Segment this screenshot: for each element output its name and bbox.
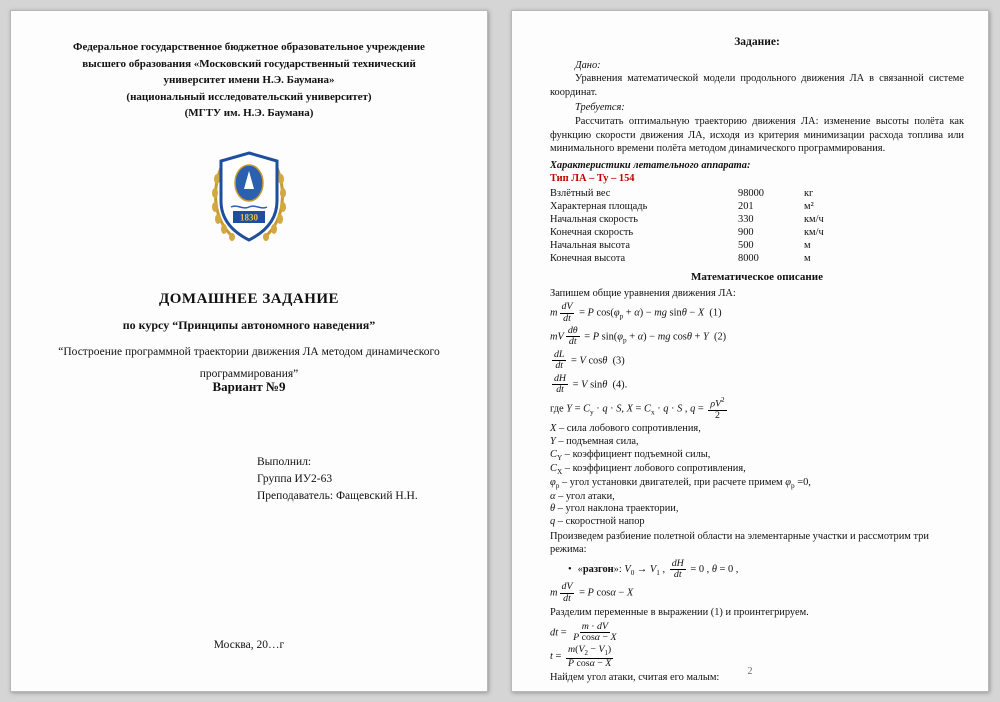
performer-label: Выполнил: bbox=[257, 456, 312, 468]
year-banner bbox=[233, 211, 265, 223]
definition-line: Y – подъемная сила, bbox=[550, 435, 639, 447]
spec-value: 8000 bbox=[738, 252, 759, 264]
where-line: где $Y = C_y \cdot q \cdot S$, $X = C_x \cdot q \cdot S$ , q = $\frac{\rho V^2}{2}$ bbox=[550, 397, 725, 421]
variant-label: Вариант №9 bbox=[212, 379, 286, 394]
bullet-icon: • bbox=[568, 563, 572, 575]
shield-icon bbox=[221, 153, 277, 240]
given-text: Уравнения математической модели продольного движения ЛА в связанной системе координат. bbox=[550, 73, 964, 98]
performer-block bbox=[257, 454, 418, 505]
performer-teacher: Преподаватель: Фащевский Н.Н. bbox=[257, 490, 418, 502]
page-number: 2 bbox=[747, 666, 753, 677]
spec-name: Характерная площадь bbox=[550, 200, 648, 212]
characteristics-label: Характеристики летательного аппарата: bbox=[550, 159, 751, 171]
header-line: (национальный исследовательский университет) bbox=[126, 90, 372, 103]
definition-line: θ – угол наклона траектории, bbox=[550, 503, 679, 515]
page-2-content bbox=[512, 11, 988, 684]
spec-unit: км/ч bbox=[804, 226, 824, 238]
spec-unit: км/ч bbox=[804, 213, 824, 225]
definitions-list bbox=[550, 423, 964, 528]
spec-name: Конечная скорость bbox=[550, 226, 634, 238]
page-1 bbox=[10, 10, 488, 692]
equation-1: m $\frac{dV}{dt}$ = P $\cos(\varphi_р + \alpha)$ − mg sinθ − X (1) bbox=[550, 301, 722, 324]
spec-name: Начальная высота bbox=[550, 239, 630, 251]
spec-name: Взлётный вес bbox=[550, 187, 611, 199]
spec-unit: м bbox=[804, 239, 811, 251]
homework-title: ДОМАШНЕЕ ЗАДАНИЕ bbox=[158, 291, 340, 307]
spec-unit: м bbox=[804, 252, 811, 264]
spec-value: 500 bbox=[738, 239, 754, 251]
separate-variables-text: Разделим переменные в выражении (1) и проинтегрируем. bbox=[550, 607, 809, 619]
spec-value: 201 bbox=[738, 200, 754, 212]
header-line: высшего образования «Московский государственный технический bbox=[82, 57, 416, 70]
task-title: Задание: bbox=[734, 36, 780, 48]
table-row bbox=[550, 213, 964, 226]
table-row bbox=[550, 226, 964, 239]
given-label: Дано: bbox=[575, 59, 601, 71]
equation-2: mV $\frac{d\theta}{dt}$ = P $\sin(\varphi_р + \alpha)$ − mg cosθ + Y (2) bbox=[550, 325, 727, 348]
header-line: (МГТУ им. Н.Э. Баумана) bbox=[184, 107, 314, 119]
university-emblem bbox=[11, 149, 487, 245]
definition-line: q – скоростной напор bbox=[550, 515, 645, 527]
equation-3: $\frac{dL}{dt}$ = V cosθ (3) bbox=[554, 348, 625, 372]
definition-line: $\varphi_р$ – угол установки двигателей, при расчете примем $\varphi_р =0$, bbox=[550, 476, 811, 490]
course-line: по курсу “Принципы автономного наведения” bbox=[122, 318, 376, 332]
header-line: Федеральное государственное бюджетное образовательное учреждение bbox=[73, 41, 425, 53]
definition-line: X – сила лобового сопротивления, bbox=[550, 423, 701, 435]
definition-line: $C_X$ – коэффициент лобового сопротивления, bbox=[550, 462, 746, 476]
table-row bbox=[550, 187, 964, 200]
specs-table bbox=[550, 187, 964, 265]
page-2 bbox=[511, 10, 989, 692]
bullet-text: «разгон»: $V_0 \to V_1$ , $\frac{dH}{dt}$ = 0 , θ = 0 , bbox=[577, 557, 739, 580]
table-row bbox=[550, 252, 964, 265]
table-row bbox=[550, 200, 964, 213]
spec-name: Конечная высота bbox=[550, 252, 626, 264]
required-text: Рассчитать оптимальную траекторию движения ЛА: изменение высоты полёта как функцию скорости движения ЛА, исходя из критерия минимизации расхода топлива или минимального времени полёта методом динамического программирования. bbox=[550, 116, 964, 155]
university-header bbox=[21, 39, 477, 122]
topic-line: “Построение программной траектории движения ЛА методом динамического bbox=[58, 346, 440, 358]
equation-4: $\frac{dH}{dt}$ = V sinθ (4). bbox=[554, 372, 628, 395]
math-intro: Запишем общие уравнения движения ЛА: bbox=[550, 287, 736, 299]
spec-value: 900 bbox=[738, 226, 754, 238]
required-label: Требуется: bbox=[575, 102, 625, 114]
performer-group: Группа ИУ2-63 bbox=[257, 473, 333, 485]
spec-value: 98000 bbox=[738, 187, 764, 199]
definition-line: α – угол атаки, bbox=[550, 490, 615, 502]
definition-line: $C_Y$ – коэффициент подъемной силы, bbox=[550, 448, 711, 462]
university-emblem-icon bbox=[207, 149, 291, 245]
alpha-text: Найдем угол атаки, считая его малым: bbox=[550, 671, 720, 683]
spec-value: 330 bbox=[738, 213, 754, 225]
city-year: Москва, 20…г bbox=[213, 639, 285, 651]
spec-unit: м² bbox=[804, 200, 814, 212]
aircraft-type: Тип ЛА – Ту – 154 bbox=[550, 173, 635, 185]
dt-equation: dt = $\frac{m \cdot dV}{\text{P cosα − X}}$ bbox=[550, 620, 617, 643]
partition-text: Произведем разбиение полетной области на элементарные участки и рассмотрим три режима: bbox=[550, 530, 929, 556]
t-equation: t = $\frac{m(V_2 - V_1)}{\text{P cosα − X}}$ bbox=[550, 644, 612, 669]
table-row bbox=[550, 239, 964, 252]
acceleration-equation: m $\frac{dV}{dt}$ = P cosα − X bbox=[550, 581, 634, 604]
spec-unit: кг bbox=[804, 187, 814, 199]
mode-bullet-razgon bbox=[550, 559, 964, 581]
math-description-heading: Математическое описание bbox=[691, 270, 823, 283]
header-line: университет имени Н.Э. Баумана» bbox=[163, 74, 335, 86]
topic-line: программирования” bbox=[199, 368, 299, 380]
emblem-year: 1830 bbox=[240, 212, 258, 223]
spec-name: Начальная скорость bbox=[550, 213, 638, 225]
